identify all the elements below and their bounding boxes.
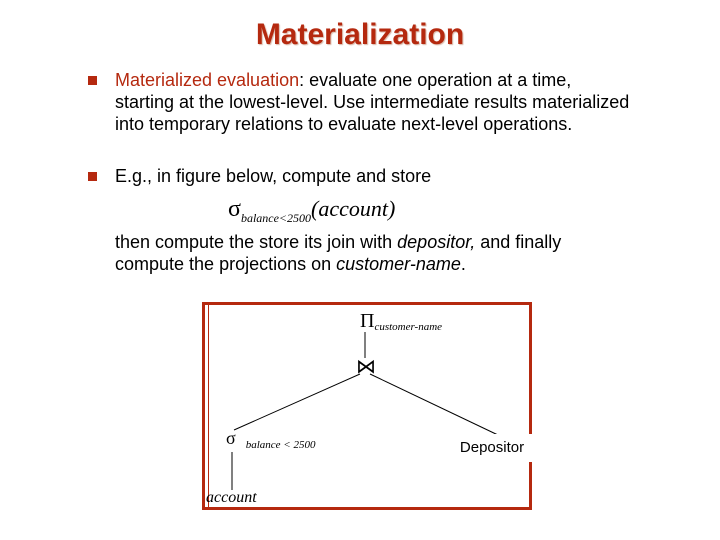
- continuation-paragraph: [115, 231, 635, 275]
- account-label: account: [206, 489, 257, 506]
- join-node: [356, 354, 376, 379]
- highlight-term: Materialized evaluation: [115, 70, 300, 90]
- continuation-part3: .: [460, 254, 466, 274]
- depositor-italic: depositor,: [397, 232, 476, 252]
- depositor-node: [452, 434, 532, 462]
- page-title: Materialization: [255, 18, 465, 51]
- account-node: [206, 489, 257, 507]
- customer-name-italic: customer-name: [336, 254, 461, 274]
- continuation-part2: and finally compute the projections on: [115, 232, 562, 274]
- expression-tree-edges: [202, 302, 532, 510]
- continuation-part1: then compute the store its join with: [115, 232, 398, 252]
- bullet-paragraph-materialized-evaluation: [115, 69, 635, 135]
- projection-subscript: customer-name: [374, 321, 443, 333]
- edge-join-to-depositor: [370, 374, 498, 435]
- edge-join-to-sigma: [234, 374, 360, 430]
- projection-node: [360, 310, 442, 333]
- bullet-text: E.g., in figure below, compute and store: [115, 166, 432, 186]
- sigma-symbol: σ: [228, 196, 241, 222]
- formula-subscript: balance<2500: [240, 211, 312, 225]
- formula-argument: (account): [311, 196, 396, 221]
- selection-subscript: balance < 2500: [245, 439, 316, 451]
- highlight-colon: :: [299, 70, 305, 90]
- bullet-text: evaluate one operation at a time, starting at the lowest-level. Use intermediate results materialized into temporary relations to evaluate next-level operations.: [115, 70, 630, 134]
- depositor-label: Depositor: [459, 439, 525, 456]
- pi-icon: Π: [360, 310, 375, 332]
- bullet-paragraph-example: [115, 165, 635, 187]
- sigma-icon: σ: [226, 428, 236, 448]
- bullet-marker: [88, 76, 97, 85]
- bullet-marker: [88, 172, 97, 181]
- selection-node: [226, 428, 315, 449]
- join-icon: ⋈: [356, 356, 376, 378]
- selection-formula: [228, 196, 395, 223]
